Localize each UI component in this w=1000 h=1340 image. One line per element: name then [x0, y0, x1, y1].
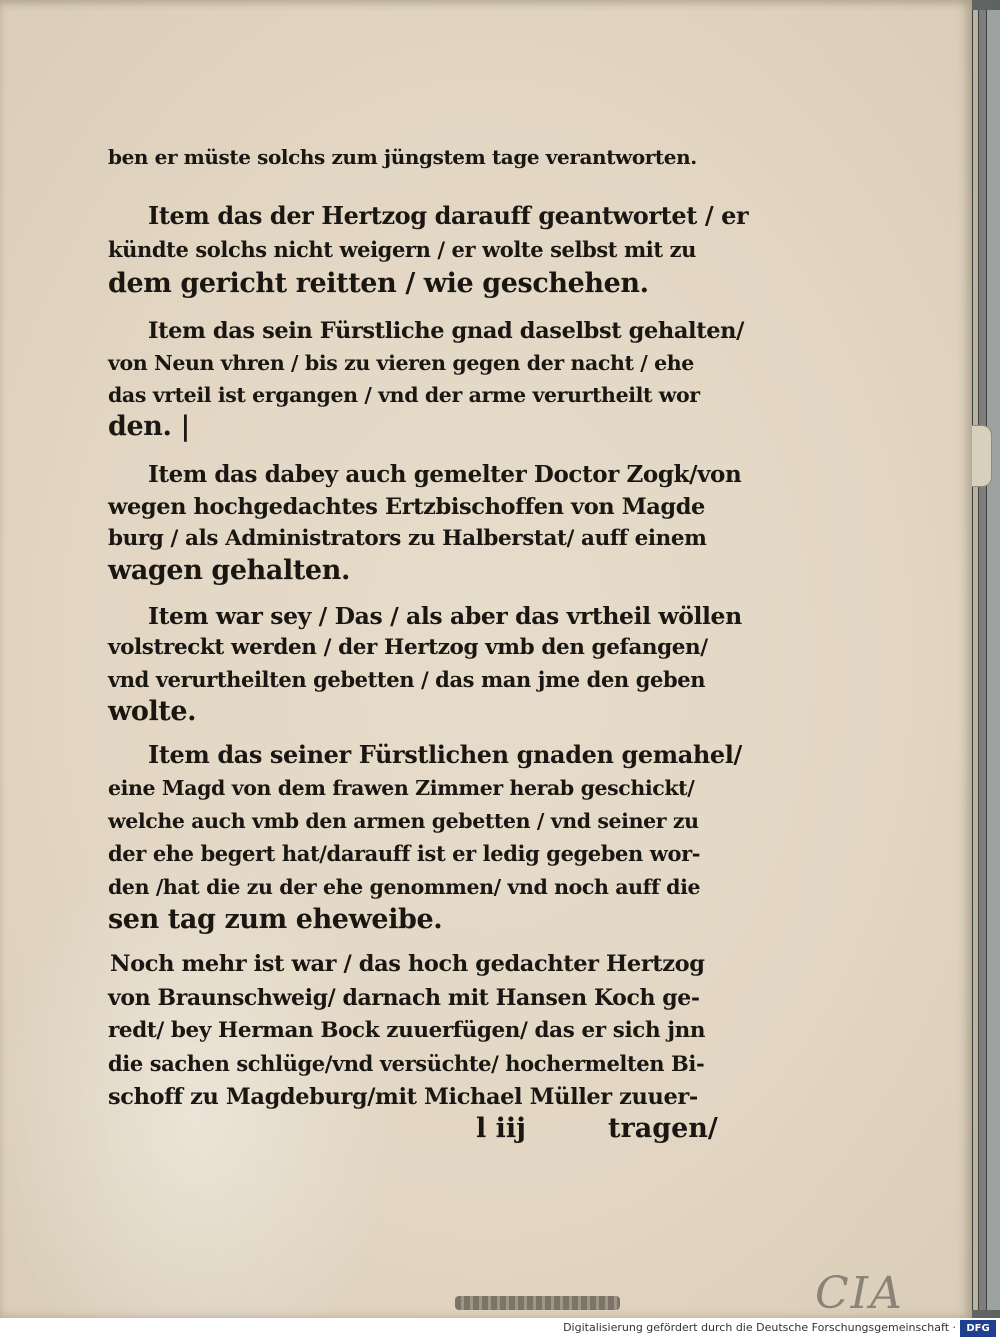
page-stack-edge [986, 10, 1000, 1310]
text-line: das vrteil ist ergangen / vnd der arme verurtheilt wor [108, 383, 700, 407]
pencil-annotation: CIA [815, 1268, 904, 1318]
text-line: Item das sein Fürstliche gnad daselbst gehalten/ [148, 318, 744, 344]
text-line: schoff zu Magdeburg/mit Michael Müller zuuer- [108, 1084, 698, 1110]
text-line: kündte solchs nicht weigern / er wolte selbst mit zu [108, 237, 696, 262]
text-line: burg / als Administrators zu Halberstat/ auff einem [108, 526, 707, 551]
text-line: den /hat die zu der ehe genommen/ vnd noch auff die [108, 875, 701, 899]
text-line: volstreckt werden / der Hertzog vmb den gefangen/ [108, 635, 708, 660]
text-line: Item das seiner Fürstlichen gnaden gemahel/ [148, 740, 742, 769]
text-line: von Braunschweig/ darnach mit Hansen Koch ge- [108, 985, 700, 1011]
text-line: redt/ bey Herman Bock zuuerfügen/ das er sich jnn [108, 1018, 706, 1043]
footer-bar [0, 1318, 1000, 1340]
text-line: vnd verurtheilten gebetten / das man jme den geben [108, 667, 706, 692]
text-line: eine Magd von dem frawen Zimmer herab geschickt/ [108, 776, 695, 800]
text-line: Item das dabey auch gemelter Doctor Zogk/von [148, 461, 742, 488]
text-line: wegen hochgedachtes Ertzbischoffen von Magde [108, 494, 705, 520]
text-line: der ehe begert hat/darauff ist er ledig gegeben wor- [108, 841, 701, 866]
text-line: Item war sey / Das / als aber das vrtheil wöllen [148, 602, 742, 630]
text-line: wagen gehalten. [108, 555, 350, 586]
text-line: die sachen schlüge/vnd versüchte/ hochermelten Bi- [108, 1051, 705, 1076]
catchword: tragen/ [608, 1113, 718, 1144]
text-line: sen tag zum eheweibe. [108, 904, 443, 935]
text-line: dem gericht reitten / wie geschehen. [108, 268, 649, 299]
text-line: wolte. [108, 696, 197, 727]
dfg-logo: DFG [960, 1320, 996, 1337]
bleed-through-text [455, 1296, 620, 1310]
text-line: ben er müste solchs zum jüngstem tage verantworten. [108, 145, 697, 169]
text-line: Item das der Hertzog darauff geantwortet / er [148, 201, 749, 230]
signature-mark: l iij [476, 1113, 526, 1144]
text-line: Noch mehr ist war / das hoch gedachter Hertzog [110, 951, 705, 977]
footer-credit: Digitalisierung gefördert durch die Deutsche Forschungsgemeinschaft · [563, 1321, 956, 1334]
text-line: den. | [108, 411, 190, 442]
text-line: von Neun vhren / bis zu vieren gegen der nacht / ehe [108, 351, 694, 375]
text-line: welche auch vmb den armen gebetten / vnd seiner zu [108, 809, 699, 833]
